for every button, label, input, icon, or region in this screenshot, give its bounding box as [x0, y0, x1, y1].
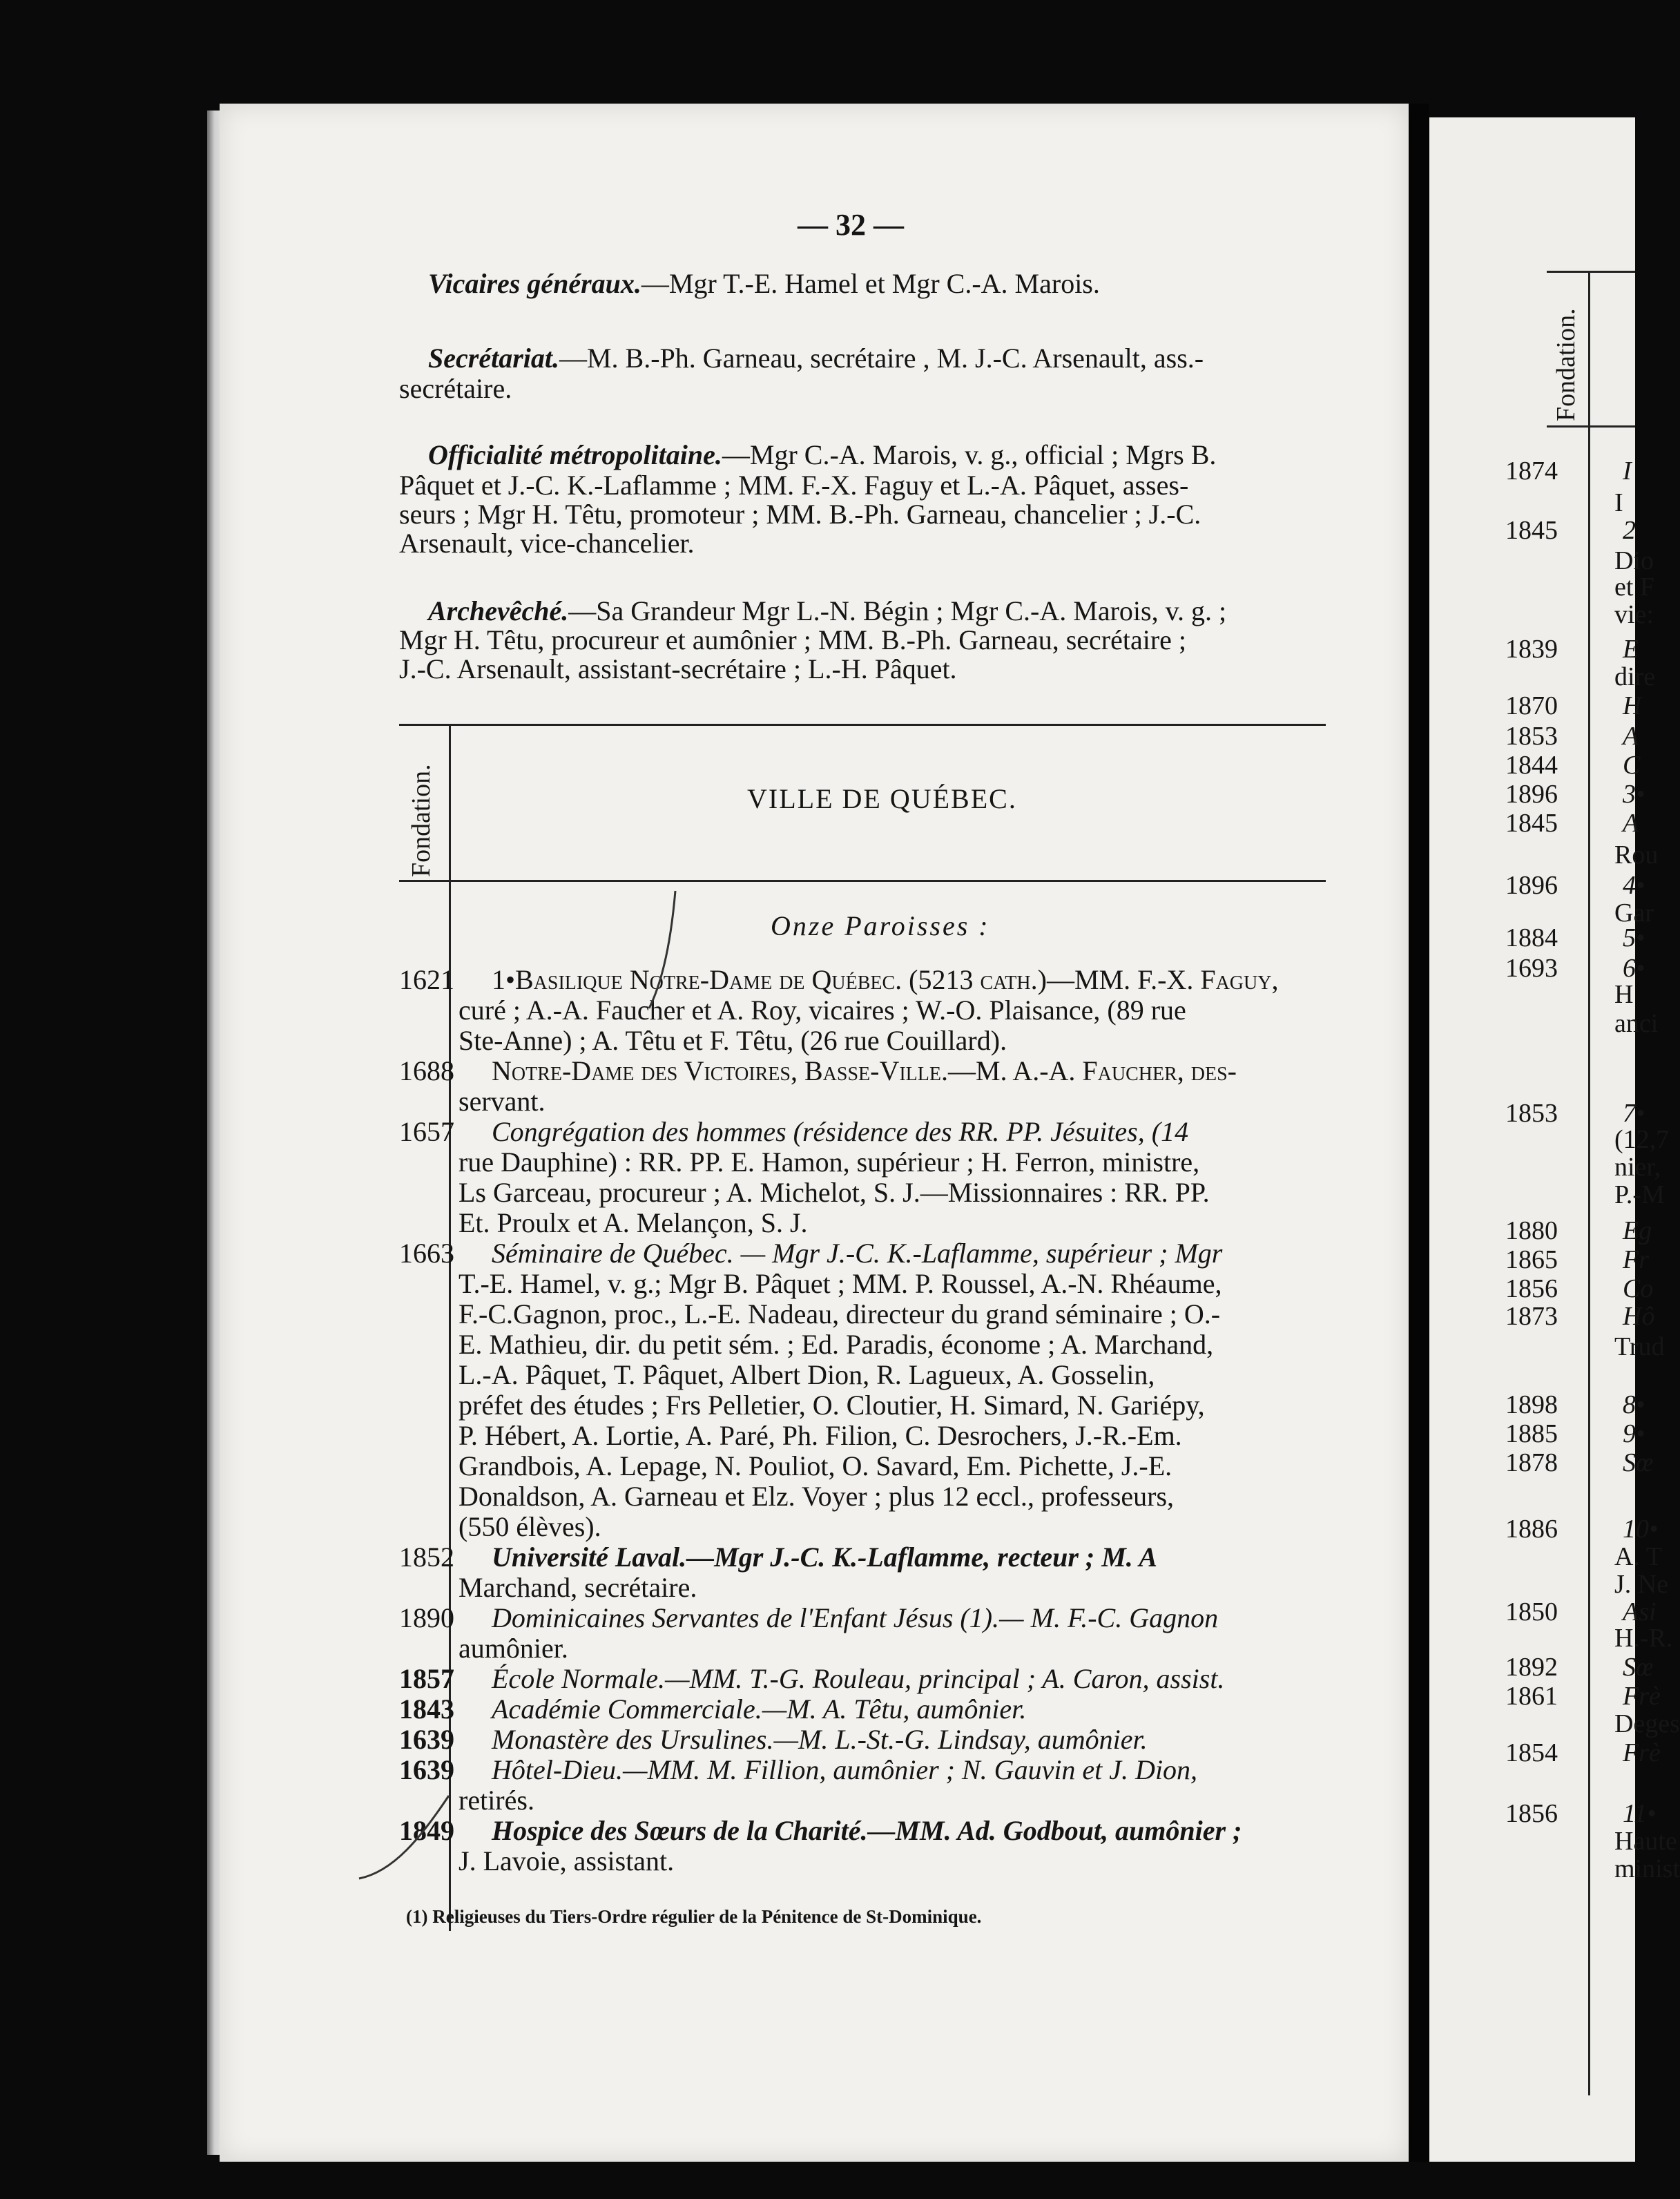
paragraph-label: Archevêché.	[428, 595, 569, 626]
paragraph-continuation: secrétaire.	[399, 373, 512, 404]
right-entry-text: I	[1614, 488, 1623, 517]
right-entry-year: 1880	[1505, 1216, 1558, 1245]
right-entry-text: 9•	[1623, 1419, 1645, 1448]
right-entry-text: J. Ne	[1614, 1570, 1669, 1599]
right-entry-year: 1896	[1505, 871, 1558, 900]
right-entry-text: Co	[1623, 1274, 1654, 1303]
right-entry-text: Asi	[1623, 1597, 1657, 1626]
entry-line: Et. Proulx et A. Melançon, S. J.	[458, 1207, 808, 1238]
right-entry-year: 1853	[1505, 722, 1558, 751]
right-entry-year: 1878	[1505, 1448, 1558, 1477]
right-entry-text: Trud	[1614, 1332, 1665, 1361]
right-entry-text: 2	[1623, 516, 1636, 545]
right-entry-text: 10•	[1623, 1515, 1659, 1544]
entry-line: Hôtel-Dieu.—MM. M. Fillion, aumônier ; N. Gauvin et J. Dion,	[492, 1754, 1198, 1785]
right-entry-text: Sœ	[1623, 1653, 1654, 1682]
right-entry-text: C	[1623, 751, 1641, 780]
right-fondation-column-header: Fondation.	[1552, 308, 1581, 421]
right-entry-text: 8•	[1623, 1390, 1645, 1419]
right-entry-year: 1870	[1505, 691, 1558, 720]
right-entry-text: A. T	[1614, 1542, 1662, 1571]
entry-line: Marchand, secrétaire.	[458, 1572, 697, 1603]
right-entry-year: 1845	[1505, 809, 1558, 838]
right-entry-year: 1873	[1505, 1302, 1558, 1331]
secretariat-paragraph	[428, 343, 1204, 374]
entry-line: Ls Garceau, procureur ; A. Michelot, S. J.—Missionnaires : RR. PP.	[458, 1177, 1210, 1208]
paragraph-text: —Sa Grandeur Mgr L.-N. Bégin ; Mgr C.-A. Marois, v. g. ;	[568, 595, 1227, 626]
right-entry-text: Frè	[1623, 1738, 1661, 1767]
right-entry-year: 1874	[1505, 457, 1558, 486]
header-column-divider	[449, 725, 451, 881]
vicaires-paragraph	[428, 268, 1100, 300]
right-entry-year: 1898	[1505, 1390, 1558, 1419]
entry-year: 1657	[399, 1116, 454, 1147]
right-entry-text: 4•	[1623, 871, 1645, 900]
entry-line: Congrégation des hommes (résidence des RR. PP. Jésuites, (14	[492, 1116, 1189, 1147]
entry-year: 1639	[399, 1754, 454, 1785]
right-entry-text: P.-M	[1614, 1180, 1665, 1209]
entry-line: E. Mathieu, dir. du petit sém. ; Ed. Paradis, économe ; A. Marchand,	[458, 1329, 1214, 1360]
right-entry-text: Deges	[1614, 1709, 1680, 1738]
entry-year: 1663	[399, 1238, 454, 1269]
entry-line: Ste-Anne) ; A. Têtu et F. Têtu, (26 rue Couillard).	[458, 1025, 1007, 1056]
right-entry-year: 1861	[1505, 1682, 1558, 1711]
right-entry-year: 1892	[1505, 1653, 1558, 1682]
paragraph-label: Vicaires généraux.	[428, 268, 641, 299]
entry-line: (550 élèves).	[458, 1511, 601, 1542]
entry-year: 1621	[399, 964, 454, 995]
entry-line: Notre-Dame des Victoires, Basse-Ville.—M. A.-A. Faucher, des-	[492, 1055, 1237, 1086]
right-entry-text: nier,	[1614, 1153, 1661, 1182]
entry-line: aumônier.	[458, 1633, 568, 1664]
right-entry-text: dire	[1614, 662, 1656, 691]
right-entry-year: 1853	[1505, 1099, 1558, 1128]
right-entry-text: vie:	[1614, 600, 1654, 629]
entry-year: 1639	[399, 1724, 454, 1755]
right-entry-year: 1693	[1505, 954, 1558, 983]
entry-year: 1890	[399, 1602, 454, 1633]
right-entry-text: anci	[1614, 1009, 1659, 1038]
right-entry-year: 1844	[1505, 751, 1558, 780]
entry-year: 1849	[399, 1815, 454, 1846]
right-entry-year: 1839	[1505, 635, 1558, 664]
right-entry-text: Gar	[1614, 899, 1654, 928]
entry-year: 1852	[399, 1542, 454, 1573]
right-entry-text: H	[1614, 980, 1634, 1009]
right-entry-text: minist	[1614, 1854, 1680, 1883]
right-entry-year: 1896	[1505, 780, 1558, 809]
right-entry-year: 1884	[1505, 923, 1558, 952]
right-entry-year: 1845	[1505, 516, 1558, 545]
entry-line: Dominicaines Servantes de l'Enfant Jésus (1).— M. F.-C. Gagnon	[492, 1602, 1219, 1633]
entry-line: retirés.	[458, 1785, 534, 1816]
right-entry-year: 1850	[1505, 1597, 1558, 1626]
right-entry-text: Frè	[1623, 1682, 1661, 1711]
right-table-top-rule	[1547, 271, 1635, 273]
entry-line: Séminaire de Québec. — Mgr J.-C. K.-Laflamme, supérieur ; Mgr	[492, 1238, 1223, 1269]
right-entry-text: 6•	[1623, 954, 1645, 983]
entry-line: L.-A. Pâquet, T. Pâquet, Albert Dion, R. Lagueux, A. Gosselin,	[458, 1359, 1155, 1390]
right-entry-text: Eg	[1623, 1216, 1652, 1245]
paragraph-text: —Mgr T.-E. Hamel et Mgr C.-A. Marois.	[641, 268, 1100, 299]
entry-line: Académie Commerciale.—M. A. Têtu, aumônier.	[492, 1693, 1027, 1725]
paragraph-continuation: Mgr H. Têtu, procureur et aumônier ; MM. B.-Ph. Garneau, secrétaire ;	[399, 624, 1187, 655]
right-entry-text: H	[1623, 691, 1642, 720]
archeveche-paragraph	[428, 595, 1226, 627]
entry-line: curé ; A.-A. Faucher et A. Roy, vicaires ; W.-O. Plaisance, (89 rue	[458, 995, 1186, 1026]
table-top-rule	[399, 724, 1326, 726]
right-entry-year: 1854	[1505, 1738, 1558, 1767]
right-entry-text: A	[1623, 809, 1639, 838]
right-entry-year: 1865	[1505, 1245, 1558, 1274]
right-year-column-divider	[1588, 272, 1590, 2095]
right-entry-text: E	[1623, 635, 1639, 664]
right-entry-year: 1856	[1505, 1799, 1558, 1828]
entry-line: rue Dauphine) : RR. PP. E. Hamon, supérieur ; H. Ferron, ministre,	[458, 1146, 1200, 1178]
paragraph-continuation: J.-C. Arsenault, assistant-secrétaire ; L.-H. Pâquet.	[399, 653, 957, 684]
paragraph-text: —M. B.-Ph. Garneau, secrétaire , M. J.-C. Arsenault, ass.-	[559, 343, 1204, 374]
entry-line: Donaldson, A. Garneau et Elz. Voyer ; plus 12 eccl., professeurs,	[458, 1481, 1175, 1512]
entry-line: 1•Basilique Notre-Dame de Québec. (5213 cath.)—MM. F.-X. Faguy,	[492, 964, 1279, 995]
right-entry-year: 1885	[1505, 1419, 1558, 1448]
right-entry-text: (12,7	[1614, 1125, 1670, 1154]
right-entry-text: 3•	[1623, 780, 1645, 809]
officialite-paragraph	[428, 439, 1216, 471]
right-entry-text: 11•	[1623, 1799, 1657, 1828]
right-table-header-rule	[1547, 425, 1635, 428]
page-number: — 32 —	[798, 208, 904, 242]
pencil-annotation-marks	[345, 884, 704, 1892]
table-title: VILLE DE QUÉBEC.	[747, 783, 1017, 814]
entry-line: J. Lavoie, assistant.	[458, 1845, 675, 1876]
paragraph-continuation: Arsenault, vice-chancelier.	[399, 528, 695, 559]
right-entry-text: et F	[1614, 573, 1655, 602]
right-entry-text: 7•	[1623, 1099, 1645, 1128]
right-entry-text: Hô	[1623, 1302, 1655, 1331]
entry-year: 1843	[399, 1693, 454, 1725]
table-header-rule	[399, 880, 1326, 882]
right-entry-text: I	[1623, 457, 1632, 486]
entry-line: P. Hébert, A. Lortie, A. Paré, Ph. Filion, C. Desrochers, J.-R.-Em.	[458, 1420, 1182, 1451]
paragraph-label: Officialité métropolitaine.	[428, 439, 722, 470]
table-subtitle: Onze Paroisses :	[771, 910, 990, 941]
entry-line: Hospice des Sœurs de la Charité.—MM. Ad. Godbout, aumônier ;	[492, 1815, 1242, 1846]
paragraph-continuation: Pâquet et J.-C. K.-Laflamme ; MM. F.-X. Faguy et L.-A. Pâquet, asses-	[399, 470, 1189, 501]
entry-year: 1857	[399, 1663, 454, 1694]
entry-year: 1688	[399, 1055, 454, 1086]
right-entry-text: H.-R.	[1614, 1624, 1673, 1653]
right-entry-year: 1856	[1505, 1274, 1558, 1303]
paragraph-text: —Mgr C.-A. Marois, v. g., official ; Mgrs B.	[722, 439, 1217, 470]
entry-line: servant.	[458, 1086, 545, 1117]
right-entry-text: Fr	[1623, 1245, 1649, 1274]
right-entry-text: A	[1623, 722, 1639, 751]
entry-line: Grandbois, A. Lepage, N. Pouliot, O. Savard, Em. Pichette, J.-E.	[458, 1450, 1172, 1481]
right-entry-year: 1886	[1505, 1515, 1558, 1544]
right-entry-text: 5•	[1623, 923, 1645, 952]
entry-line: préfet des études ; Frs Pelletier, O. Cloutier, H. Simard, N. Gariépy,	[458, 1390, 1205, 1421]
fondation-column-header: Fondation.	[407, 764, 436, 877]
right-entry-text: Haute	[1614, 1827, 1677, 1856]
entry-line: Université Laval.—Mgr J.-C. K.-Laflamme, recteur ; M. A	[492, 1542, 1157, 1573]
right-entry-text: Rou	[1614, 841, 1659, 870]
entry-line: F.-C.Gagnon, proc., L.-E. Nadeau, directeur du grand séminaire ; O.-	[458, 1298, 1221, 1329]
entry-line: Monastère des Ursulines.—M. L.-St.-G. Lindsay, aumônier.	[492, 1724, 1148, 1755]
right-page	[1429, 117, 1635, 2162]
book-gutter	[1409, 104, 1429, 2162]
right-entry-text: Dio	[1614, 546, 1654, 575]
footnote: (1) Religieuses du Tiers-Ordre régulier de la Pénitence de St-Dominique.	[406, 1906, 982, 1927]
entry-line: École Normale.—MM. T.-G. Rouleau, principal ; A. Caron, assist.	[492, 1663, 1225, 1694]
paragraph-label: Secrétariat.	[428, 343, 559, 374]
right-entry-text: Sœ	[1623, 1448, 1654, 1477]
entry-line: T.-E. Hamel, v. g.; Mgr B. Pâquet ; MM. P. Roussel, A.-N. Rhéaume,	[458, 1268, 1222, 1299]
paragraph-continuation: seurs ; Mgr H. Têtu, promoteur ; MM. B.-Ph. Garneau, chancelier ; J.-C.	[399, 499, 1201, 530]
